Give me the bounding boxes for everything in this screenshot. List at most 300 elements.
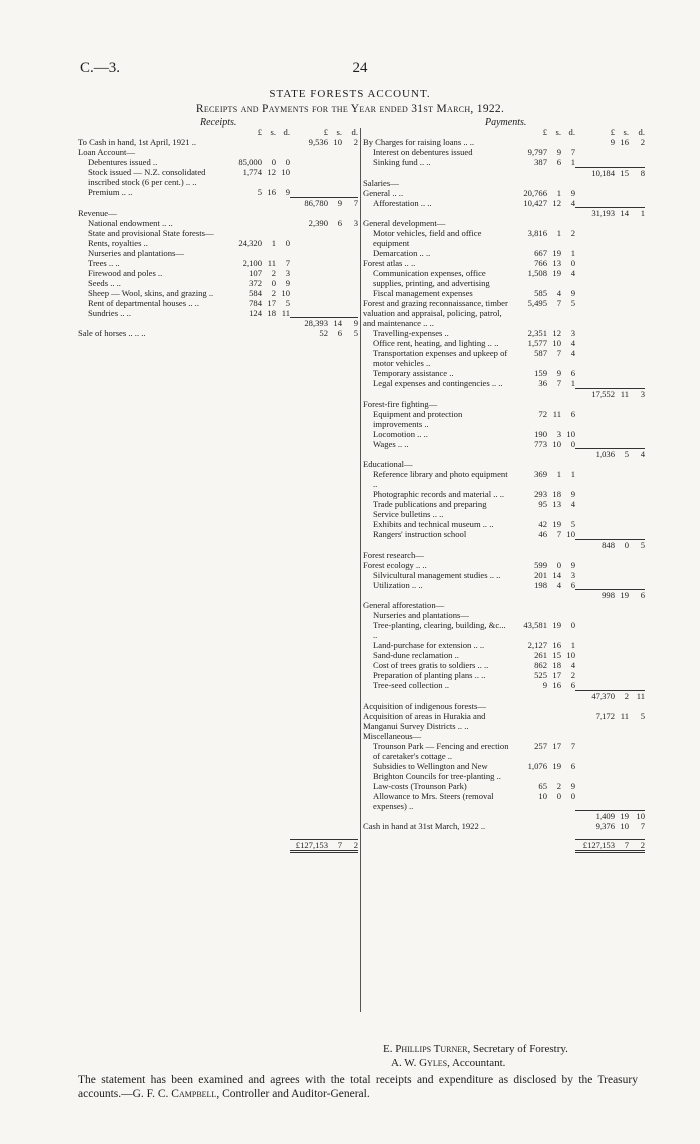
payments-spacer-cell [575, 831, 615, 839]
receipts-spacer-cell [262, 338, 276, 839]
receipts-row-amount: 1,774 [242, 167, 262, 177]
payments-row [363, 811, 645, 822]
payments-row-amount [547, 399, 561, 409]
payments-row-amount [575, 288, 615, 298]
receipts-row-amount: 2 [353, 137, 358, 147]
payments-row-amount [615, 368, 629, 378]
receipts-header-unit: £ [323, 127, 328, 137]
receipts-row-amount: 10 [333, 137, 342, 147]
receipts-row-label [78, 197, 226, 208]
payments-row-amount: 587 [534, 348, 547, 358]
receipts-row-amount: 7 [285, 257, 290, 268]
payments-row [363, 660, 645, 670]
payments-row-amount [511, 539, 547, 550]
receipts-spacer-cell [78, 338, 226, 839]
receipts-row-amount [328, 187, 342, 197]
receipts-row-amount: 2 [271, 267, 276, 278]
payments-row-label: Motor vehicles, field and office equipment [373, 228, 482, 248]
payments-row-label: Transportation expenses and upkeep of motor vehicles .. [373, 348, 508, 368]
payments-table [363, 127, 645, 853]
payments-row-amount [629, 640, 645, 650]
payments-row-amount: 159 [534, 368, 547, 378]
payments-row-amount [629, 157, 645, 167]
payments-row [363, 228, 645, 248]
receipts-row-amount [262, 197, 276, 208]
payments-row-label [363, 811, 511, 822]
receipts-row [78, 268, 358, 278]
payments-row-amount [615, 328, 629, 338]
payments-row-amount [561, 167, 575, 178]
payments-row-label: Forest atlas .. .. [363, 258, 416, 268]
payments-row-amount [615, 147, 629, 157]
payments-row-label: Locomotion .. .. [373, 428, 428, 439]
payments-row-amount: 525 [534, 670, 547, 680]
receipts-row-label: Sheep — Wool, skins, and grazing .. [88, 287, 214, 298]
payments-row-amount: 1,577 [527, 338, 547, 348]
payments-row-amount: 72 [538, 408, 547, 419]
payments-row-amount [629, 399, 645, 409]
payments-row-amount: 10 [552, 338, 561, 348]
payments-row [363, 519, 645, 529]
receipts-row [78, 248, 358, 258]
receipts-row-amount [342, 298, 358, 308]
payments-row-amount [629, 368, 645, 378]
receipts-row-amount [342, 228, 358, 238]
receipts-row [78, 137, 358, 147]
payments-row-amount [561, 821, 575, 831]
receipts-row-amount [328, 308, 342, 318]
payments-row-amount: 4 [570, 660, 575, 670]
payments-row-amount [561, 701, 575, 711]
payments-row-amount [561, 459, 575, 469]
payments-row-amount [629, 660, 645, 670]
payments-row [363, 529, 645, 539]
payments-row-label: Photographic records and material .. .. [373, 489, 505, 499]
payments-row-amount [511, 811, 547, 822]
payments-row-amount [575, 469, 615, 489]
payments-row-amount [575, 731, 615, 741]
receipts-row-amount [262, 208, 276, 218]
payments-row-amount [575, 178, 615, 188]
receipts-row-amount [328, 238, 342, 248]
payments-row-amount: 5 [629, 539, 645, 550]
payments-row-label: Exhibits and technical museum .. .. [373, 519, 494, 529]
payments-header-unit: s. [555, 127, 561, 137]
payments-row-amount: 17 [552, 670, 561, 680]
payments-row-amount [629, 519, 645, 529]
receipts-row-amount: 28,393 [290, 318, 328, 329]
payments-row-amount: 95 [538, 499, 547, 509]
payments-row [363, 338, 645, 348]
receipts-row-amount [226, 248, 262, 258]
payments-row-label [363, 449, 511, 460]
payments-row-amount [629, 741, 645, 761]
receipts-row-amount: 6 [337, 328, 342, 338]
receipts-row-amount: 0 [285, 237, 290, 248]
receipts-row-amount [276, 208, 290, 218]
payments-row-amount: 9 [570, 288, 575, 298]
payments-row-amount [511, 590, 547, 601]
receipts-row-label: Premium .. .. [88, 187, 133, 197]
payments-row-amount [575, 610, 615, 620]
payments-row-amount: 0 [570, 790, 575, 801]
receipts-row [78, 208, 358, 218]
payments-row-label: Tree-planting, clearing, building, &c... .. [373, 620, 506, 640]
payments-row-amount [629, 298, 645, 328]
payments-row-amount [511, 610, 547, 620]
payments-row-amount [575, 258, 615, 268]
payments-row-label: By Charges for raising loans .. .. [363, 137, 475, 147]
payments-total-amount: 2 [629, 839, 645, 851]
payments-row [363, 761, 645, 781]
payments-row-amount [547, 167, 561, 178]
payments-row-label: Acquisition of areas in Hurakia and Manganui Survey Districts .. .. [363, 710, 486, 731]
payments-row-amount: 4 [570, 338, 575, 348]
payments-row-label: Fiscal management expenses [373, 288, 473, 298]
receipts-heading: Receipts. [200, 117, 237, 128]
payments-row-amount: 17,552 [575, 388, 615, 399]
payments-row-amount: 5 [640, 710, 645, 721]
payments-row-amount: 766 [534, 258, 547, 268]
payments-row-amount: 7 [556, 348, 561, 358]
payments-row-amount [629, 731, 645, 741]
payments-row-label: Silvicultural management studies .. .. [373, 569, 501, 580]
receipts-row-amount [276, 147, 290, 157]
payments-row-amount [511, 731, 547, 741]
payments-row-amount: 19 [615, 811, 629, 822]
payments-row-amount: 7 [556, 529, 561, 539]
payments-row-amount [615, 489, 629, 499]
payments-row-label: Miscellaneous— [363, 730, 422, 741]
receipts-row-amount: 784 [249, 297, 262, 308]
payments-row-amount: 6 [570, 579, 575, 590]
payments-row [363, 650, 645, 660]
payments-row-amount: 1 [570, 157, 575, 167]
payments-row-amount: 387 [534, 157, 547, 167]
payments-row-amount: 9,376 [595, 821, 615, 831]
receipts-row-amount [276, 218, 290, 228]
payments-row-amount: 65 [538, 780, 547, 791]
payments-row [363, 268, 645, 288]
payments-row-amount: 18 [552, 489, 561, 499]
payments-row-amount [615, 731, 629, 741]
payments-row-amount: 14 [552, 569, 561, 580]
payments-row-amount [615, 680, 629, 690]
payments-row [363, 147, 645, 157]
receipts-row-amount [276, 328, 290, 338]
receipts-total-amount: £127,153 [290, 839, 328, 851]
payments-row-amount: 9 [570, 559, 575, 570]
payments-row-amount [575, 489, 615, 499]
payments-row [363, 157, 645, 167]
signature-accountant: A. W. Gyles, Accountant. [391, 1057, 506, 1069]
receipts-row-amount [290, 268, 328, 278]
receipts-row-label: Seeds .. .. [88, 277, 121, 288]
payments-row-amount: 8 [629, 167, 645, 178]
payments-row-label: Office rent, heating, and lighting .. .. [373, 338, 499, 348]
payments-row [363, 378, 645, 388]
payments-row-amount [615, 188, 629, 198]
receipts-row [78, 278, 358, 288]
payments-row-amount [511, 167, 547, 178]
payments-row-amount: 9 [570, 780, 575, 791]
payments-row-label: Legal expenses and contingencies .. .. [373, 378, 503, 388]
payments-row-amount [575, 409, 615, 429]
payments-row-amount: 14 [615, 208, 629, 219]
receipts-row-amount [342, 288, 358, 298]
payments-row [363, 600, 645, 610]
receipts-row-amount [290, 147, 328, 157]
payments-row-label: General development— [363, 218, 446, 228]
receipts-row-amount: 11 [281, 307, 290, 318]
payments-row-amount [547, 178, 561, 188]
receipts-row-amount: 11 [267, 257, 276, 268]
payments-row-amount [575, 439, 615, 449]
payments-row-amount [575, 338, 615, 348]
payments-row-amount: 19 [552, 760, 561, 771]
receipts-row-amount [342, 258, 358, 268]
payments-total-amount: 7 [615, 839, 629, 851]
payments-row-amount [629, 570, 645, 580]
payments-row [363, 499, 645, 519]
receipts-row-amount: 17 [267, 297, 276, 308]
payments-row-label [363, 388, 511, 399]
payments-header-blank [363, 127, 511, 137]
receipts-row [78, 308, 358, 318]
receipts-row [78, 228, 358, 238]
payments-row-amount [615, 258, 629, 268]
payments-row-amount: 10 [566, 529, 575, 539]
payments-header-unit: s. [623, 127, 629, 137]
receipts-row-amount [290, 167, 328, 187]
payments-row-amount [575, 147, 615, 157]
payments-row-amount [561, 610, 575, 620]
payments-row-amount: 3 [570, 328, 575, 338]
receipts-row-label: Sundries .. .. [88, 307, 131, 318]
receipts-row-amount [328, 258, 342, 268]
payments-row-amount: 13 [552, 258, 561, 268]
payments-row-amount: 10 [552, 438, 561, 449]
payments-row-amount [615, 499, 629, 519]
payments-row-label: Nurseries and plantations— [373, 610, 469, 620]
payments-row-amount [511, 821, 547, 831]
payments-row-label: Forest-fire fighting— [363, 398, 438, 409]
receipts-row-amount [290, 157, 328, 167]
payments-row-amount [629, 338, 645, 348]
payments-row-amount [511, 449, 547, 460]
payments-row-amount: 11 [552, 408, 561, 419]
payments-row-amount [629, 248, 645, 258]
receipts-row-amount [342, 238, 358, 248]
receipts-spacer-cell [226, 338, 262, 839]
payments-row-amount [615, 218, 629, 228]
receipts-row-amount [290, 258, 328, 268]
receipts-row-amount [290, 288, 328, 298]
receipts-row-amount [276, 248, 290, 258]
payments-row-amount: 848 [575, 539, 615, 550]
payments-row-amount: 4 [570, 268, 575, 278]
payments-row-amount [511, 208, 547, 219]
payments-row-label: Demarcation .. .. [373, 248, 431, 258]
receipts-row-amount [328, 298, 342, 308]
payments-row-amount: 18 [552, 660, 561, 670]
payments-row-amount: 7 [570, 740, 575, 751]
payments-row [363, 690, 645, 701]
payments-row-amount: 3 [570, 569, 575, 580]
payments-row-amount: 2 [556, 780, 561, 791]
receipts-row-label: Rents, royalties .. [88, 237, 148, 248]
payments-row [363, 550, 645, 560]
receipts-row-label: To Cash in hand, 1st April, 1921 .. [78, 137, 197, 147]
payments-row-amount [561, 600, 575, 610]
payments-row-amount: 1 [570, 469, 575, 479]
payments-row-amount: 6 [570, 368, 575, 378]
payments-row-amount: 10 [629, 811, 645, 822]
receipts-row-amount [342, 248, 358, 258]
payments-row-amount [615, 439, 629, 449]
payments-row [363, 298, 645, 328]
receipts-row-amount: 0 [271, 157, 276, 167]
payments-row-amount [629, 439, 645, 449]
payments-row [363, 188, 645, 198]
receipts-row-amount [226, 318, 262, 329]
receipts-row [78, 167, 358, 187]
payments-row [363, 368, 645, 378]
receipts-row [78, 218, 358, 228]
payments-row-amount [615, 640, 629, 650]
payments-row-amount [575, 157, 615, 167]
receipts-spacer-cell [328, 338, 342, 839]
receipts-row-amount: 3 [353, 217, 358, 228]
payments-row-amount: 13 [552, 499, 561, 509]
payments-row-amount [615, 409, 629, 429]
payments-row-amount [629, 198, 645, 208]
payments-row-amount: 2 [640, 137, 645, 147]
payments-row-amount [547, 731, 561, 741]
payments-row [363, 399, 645, 409]
payments-row-amount [575, 550, 615, 560]
receipts-row-amount: 9,536 [308, 137, 328, 147]
receipts-header-unit: d. [351, 127, 358, 137]
payments-row-amount [561, 137, 575, 147]
receipts-row [78, 147, 358, 157]
receipts-row-amount [328, 147, 342, 157]
payments-row-amount: 6 [556, 157, 561, 167]
payments-row-amount [615, 298, 629, 328]
payments-row-amount: 7 [556, 378, 561, 388]
payments-row-amount [575, 378, 615, 388]
payments-total-amount: £127,153 [575, 839, 615, 851]
payments-row-amount [629, 469, 645, 489]
payments-row-amount [547, 690, 561, 701]
receipts-row-amount [342, 268, 358, 278]
payments-row-amount: 2 [570, 228, 575, 238]
payments-row-label: Trade publications and preparing Service bulletins .. .. [373, 499, 487, 519]
payments-row-amount [547, 449, 561, 460]
report-code: C.—3. [80, 60, 121, 76]
payments-row-label: Sinking fund .. .. [373, 157, 431, 167]
payments-row-amount: 4 [570, 499, 575, 509]
payments-row [363, 167, 645, 178]
payments-row-amount: 0 [615, 539, 629, 550]
payments-row-amount: 7,172 [595, 710, 615, 721]
payments-row-amount: 198 [534, 579, 547, 590]
payments-row-amount: 773 [534, 438, 547, 449]
payments-row-amount: 261 [534, 650, 547, 660]
payments-row-amount: 16 [552, 640, 561, 650]
payments-row-amount: 1 [570, 378, 575, 388]
receipts-row-amount: 9 [342, 318, 358, 329]
payments-row-amount: 9 [610, 137, 615, 147]
payments-row-amount [561, 539, 575, 550]
payments-row-amount [575, 348, 615, 368]
receipts-row-label: Nurseries and plantations— [88, 247, 184, 258]
payments-row-amount: 1 [629, 208, 645, 219]
payments-row-label: Wages .. .. [373, 438, 409, 449]
payments-row-label: Temporary assistance .. [373, 368, 454, 378]
payments-row [363, 449, 645, 460]
payments-row-amount [547, 539, 561, 550]
payments-row-amount [615, 348, 629, 368]
receipts-header-unit: s. [270, 127, 276, 137]
payments-row-amount [575, 228, 615, 248]
receipts-row-label: State and provisional State forests— [88, 227, 214, 238]
payments-row-amount: 1 [556, 187, 561, 198]
payments-row-label: Subsidies to Wellington and New Brighton Councils for tree-planting .. [373, 760, 501, 781]
payments-row [363, 469, 645, 489]
payments-row [363, 590, 645, 601]
receipts-row-amount [262, 318, 276, 329]
payments-row-amount: 42 [538, 519, 547, 529]
receipts-row-amount: 372 [249, 277, 262, 288]
payments-row-amount [629, 228, 645, 248]
payments-row [363, 680, 645, 690]
payments-row-amount [575, 298, 615, 328]
receipts-row [78, 328, 358, 338]
receipts-row-amount: 86,780 [290, 197, 328, 208]
payments-row-amount: 5,495 [527, 298, 547, 308]
payments-row-amount [615, 429, 629, 439]
payments-row [363, 328, 645, 338]
payments-row [363, 731, 645, 741]
payments-row-amount [629, 328, 645, 338]
payments-row-amount [547, 811, 561, 822]
receipts-total-blank [262, 839, 276, 851]
payments-row-label: Forest ecology .. .. [363, 559, 427, 570]
payments-row-amount [629, 258, 645, 268]
payments-row-amount: 31,193 [575, 208, 615, 219]
receipts-row-amount [328, 228, 342, 238]
receipts-header-unit: s. [336, 127, 342, 137]
payments-row-amount [629, 791, 645, 811]
receipts-row-amount: 18 [267, 307, 276, 318]
payments-row-amount: 19 [552, 620, 561, 630]
payments-row-amount: 12 [552, 328, 561, 338]
payments-row-amount [629, 459, 645, 469]
payments-row-amount: 190 [534, 428, 547, 439]
payments-row-label: Law-costs (Trounson Park) [373, 780, 467, 791]
payments-row-label: Cash in hand at 31st March, 1922 .. [363, 821, 486, 831]
payments-row-amount: 19 [552, 268, 561, 278]
payments-row [363, 198, 645, 208]
payments-row-amount [575, 741, 615, 761]
receipts-row-amount [262, 137, 276, 147]
payments-row-label: Land-purchase for extension .. .. [373, 640, 485, 650]
payments-row [363, 560, 645, 570]
payments-row-label: Afforestation .. .. [373, 197, 432, 208]
payments-row-amount: 2 [615, 690, 629, 701]
receipts-row-label: Debentures issued .. [88, 157, 158, 167]
